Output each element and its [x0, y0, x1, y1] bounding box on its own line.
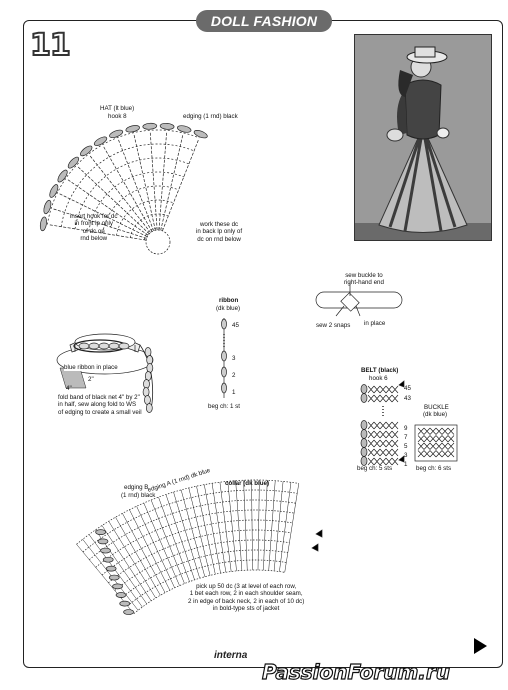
ribbon-color: (dk blue) [216, 305, 241, 312]
next-page-arrow-icon[interactable] [474, 638, 487, 654]
belt-row-5: 5 [404, 443, 408, 450]
buckle-sew-note: sew buckle to right-hand end [344, 272, 384, 287]
page-number: 11 [30, 28, 70, 63]
hat-edging-label: edging (1 rnd) black [183, 113, 238, 120]
ribbon-row-3: 3 [232, 355, 236, 362]
belt-row-9: 9 [404, 425, 408, 432]
fold-note: fold band of black net 4" by 2" in half, sew along fold to WS of edging to create a small veil [58, 394, 142, 416]
edging-b-sub: (1 rnd) black [121, 492, 156, 499]
belt-row-3: 3 [404, 452, 408, 459]
buckle-title: BUCKLE [424, 404, 449, 411]
in-place-label: in place [364, 320, 386, 327]
hat-work-note: work these dc in back lp only of dc on rnd below [196, 221, 243, 243]
ribbon-row-2: 2 [232, 372, 236, 379]
edging-b-label: edging B [124, 484, 149, 491]
blue-ribbon-label: blue ribbon in place [64, 364, 118, 371]
collar-note: pick up 50 dc (3 at level of each row, 1 bet each row, 2 in each shoulder seam, 2 in edge of back neck, 2 in each of 10 dc) in bold-type sts of jacket [188, 583, 305, 613]
collar-title: collar (dk blue) [225, 480, 270, 487]
page-title: DOLL FASHION [196, 10, 332, 32]
belt-beg: beg ch: 5 sts [357, 465, 393, 472]
hat-title: HAT (lt blue) [100, 105, 135, 112]
ribbon-title: ribbon [219, 297, 239, 304]
ribbon-row-1: 1 [232, 389, 236, 396]
buckle-beg: beg ch: 6 sts [416, 465, 452, 472]
hat-insert-note: insert hook for dc in front lp only of dc on rnd below [70, 213, 118, 243]
edging-a-label: edging A (1 rnd) dk blue [146, 466, 212, 494]
belt-title: BELT (black) [361, 367, 399, 374]
belt-row-1: 1 [404, 461, 408, 468]
belt-row-7: 7 [404, 434, 408, 441]
buckle-color: (dk blue) [423, 411, 448, 418]
belt-row-43: 43 [404, 395, 411, 402]
dim-2: 2" [88, 376, 94, 383]
watermark: PassionForum.ru [262, 660, 451, 684]
belt-hook: hook 6 [369, 375, 388, 382]
hat-hook: hook 8 [108, 113, 127, 120]
snaps-label: sew 2 snaps [316, 322, 351, 329]
dim-4: 4" [66, 385, 72, 392]
belt-row-45: 45 [404, 385, 411, 392]
ribbon-beg: beg ch: 1 st [208, 403, 240, 410]
publisher-logo: interna [214, 650, 248, 661]
ribbon-row-45: 45 [232, 322, 239, 329]
